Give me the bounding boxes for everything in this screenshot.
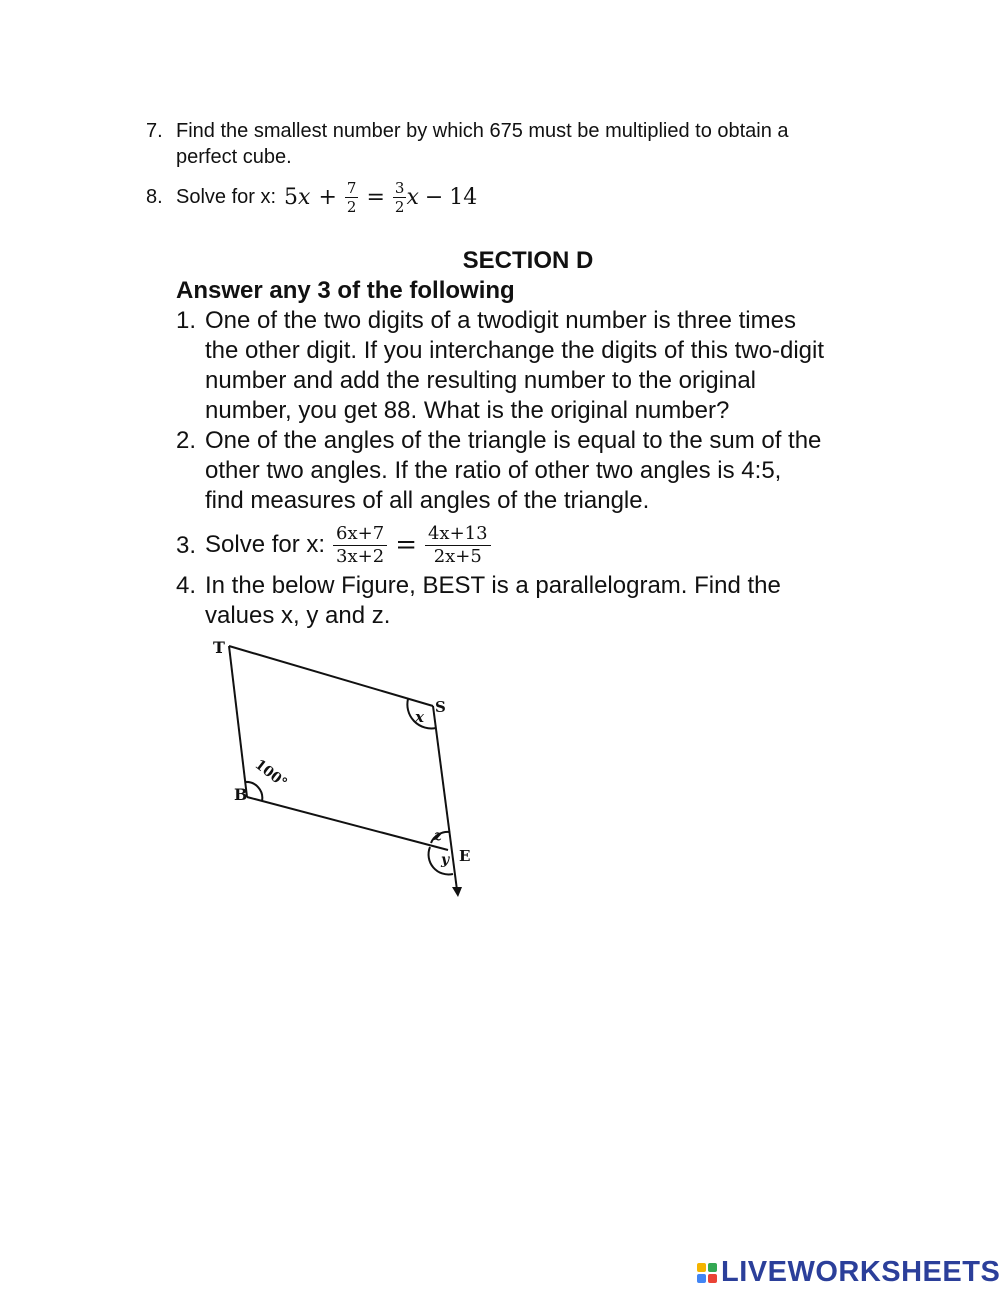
side-tb	[229, 646, 247, 797]
label-e: E	[459, 847, 471, 865]
fraction-denominator: 2	[346, 197, 357, 216]
fraction	[333, 523, 387, 568]
arrow-head	[452, 887, 462, 897]
question-text-line: number and add the resulting number to the original	[205, 367, 757, 394]
question-text-line: the other digit. If you interchange the digits of this two-digit	[205, 337, 825, 364]
section-instruction: Answer any 3 of the following	[176, 277, 515, 304]
question-text-line: One of the two digits of a twodigit number is three times	[205, 307, 796, 334]
angle-z-label: z	[434, 828, 442, 844]
fraction	[345, 179, 359, 216]
equation-variable: x	[298, 184, 311, 210]
question-number: 7.	[146, 120, 163, 142]
fraction-numerator: 7	[346, 178, 357, 197]
question-text-line: Find the smallest number by which 675 must be multiplied to obtain a	[176, 120, 789, 142]
equation-equals: =	[366, 184, 385, 210]
question-number: 8.	[146, 186, 163, 208]
parallelogram-figure	[200, 630, 490, 905]
fraction-numerator: 3	[394, 178, 405, 197]
equation-equals: =	[395, 530, 417, 560]
label-t: T	[213, 638, 225, 657]
logo-mark-icon	[697, 1263, 717, 1283]
angle-x-label: x	[415, 708, 424, 726]
fraction-numerator: 4x+13	[425, 523, 491, 546]
equation-prefix: Solve for x:	[176, 186, 277, 208]
angle-y-label: y	[441, 852, 450, 868]
question-number: 2.	[176, 427, 197, 454]
equation-plus: +	[318, 184, 337, 210]
equation-prefix: Solve for x:	[205, 531, 326, 558]
question-text-line: number, you get 88. What is the original number?	[205, 397, 730, 424]
side-ts	[229, 646, 433, 706]
equation	[205, 516, 491, 574]
fraction-denominator: 3x+2	[336, 545, 385, 567]
section-title: SECTION D	[462, 247, 594, 274]
question-text-line: find measures of all angles of the triangle.	[205, 487, 650, 514]
liveworksheets-logo[interactable]	[697, 1256, 1000, 1289]
question-number: 3.	[176, 532, 197, 559]
label-b: B	[234, 785, 248, 804]
equation	[176, 170, 477, 224]
fraction	[425, 523, 491, 568]
label-s: S	[435, 698, 446, 716]
fraction	[393, 179, 407, 216]
equation-minus: −	[424, 184, 444, 210]
equation-constant: 14	[449, 184, 478, 210]
equation-variable: x	[406, 184, 419, 210]
question-text-line: One of the angles of the triangle is equal to the sum of the	[205, 427, 822, 454]
fraction-numerator: 6x+7	[333, 523, 387, 546]
angle-b-label: 100°	[251, 756, 290, 792]
question-text-line: In the below Figure, BEST is a parallelogram. Find the	[205, 572, 781, 599]
question-text-line: perfect cube.	[176, 146, 292, 168]
side-be	[247, 797, 448, 850]
equation-coef: 5	[284, 184, 299, 210]
question-text-line: other two angles. If the ratio of other two angles is 4:5,	[205, 457, 782, 484]
question-number: 4.	[176, 572, 197, 599]
logo-text: LIVEWORKSHEETS	[721, 1256, 1000, 1288]
fraction-denominator: 2x+5	[433, 545, 482, 567]
question-number: 1.	[176, 307, 197, 334]
fraction-denominator: 2	[394, 197, 405, 216]
question-text-line: values x, y and z.	[205, 602, 391, 629]
